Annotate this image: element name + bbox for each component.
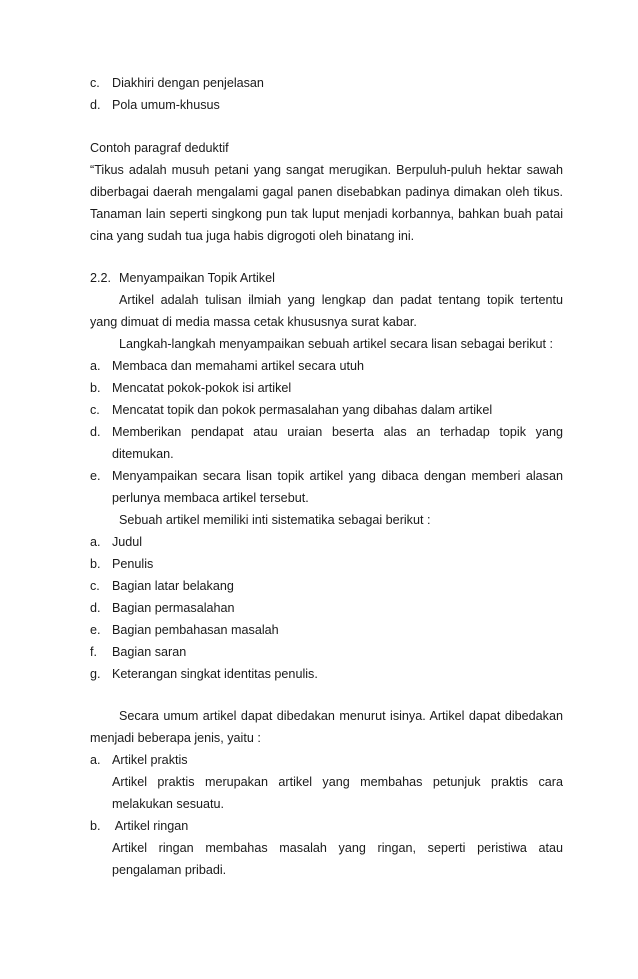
list-item-continuation: ditemukan. [112,447,174,461]
section-title: Menyampaikan Topik Artikel [119,271,275,285]
list-item: Diakhiri dengan penjelasan [112,76,264,90]
list-marker: d. [90,425,101,439]
list-item: Bagian latar belakang [112,579,234,593]
type-title: Artikel ringan [112,819,189,833]
example-line: Tanaman lain seperti singkong pun tak luput menjadi korbannya, bahkan buah patai [90,207,563,221]
list-marker: c. [90,579,100,593]
list-marker: d. [90,98,101,112]
example-line: cina yang sudah tua juga habis digrogoti oleh binatang ini. [90,229,415,243]
intro-line: Artikel adalah tulisan ilmiah yang lengkap dan padat tentang topik tertentu [119,293,563,307]
list-item: Bagian saran [112,645,187,659]
type-description: pengalaman pribadi. [112,863,227,877]
example-line: “Tikus adalah musuh petani yang sangat merugikan. Berpuluh-puluh hektar sawah [90,163,563,177]
systematics-intro: Sebuah artikel memiliki inti sistematika sebagai berikut : [119,513,431,527]
list-item: Keterangan singkat identitas penulis. [112,667,318,681]
list-item: Menyampaikan secara lisan topik artikel yang dibaca dengan memberi alasan [112,469,563,483]
section-number: 2.2. [90,271,112,285]
list-item: Mencatat topik dan pokok permasalahan yang dibahas dalam artikel [112,403,493,417]
list-item: Penulis [112,557,154,571]
list-item: Judul [112,535,143,549]
steps-intro: Langkah-langkah menyampaikan sebuah artikel secara lisan sebagai berikut : [119,337,554,351]
list-item: Bagian pembahasan masalah [112,623,279,637]
list-item: Pola umum-khusus [112,98,220,112]
example-line: diberbagai daerah mengalami gagal panen disebabkan padinya dimakan oleh tikus. [90,185,563,199]
intro-line: yang dimuat di media massa cetak khususnya surat kabar. [90,315,417,329]
list-marker: f. [90,645,97,659]
list-marker: c. [90,76,100,90]
list-item: Bagian permasalahan [112,601,235,615]
type-description: Artikel praktis merupakan artikel yang membahas petunjuk praktis cara [112,775,563,789]
list-marker: d. [90,601,101,615]
list-marker: a. [90,535,101,549]
list-marker: e. [90,469,101,483]
list-marker: c. [90,403,100,417]
list-marker: e. [90,623,101,637]
example-heading: Contoh paragraf deduktif [90,141,229,155]
list-marker: b. [90,557,101,571]
type-description: melakukan sesuatu. [112,797,225,811]
list-marker: a. [90,753,101,767]
list-marker: a. [90,359,101,373]
types-intro-line: menjadi beberapa jenis, yaitu : [90,731,261,745]
list-marker: b. [90,381,101,395]
type-description: Artikel ringan membahas masalah yang ringan, seperti peristiwa atau [112,841,563,855]
list-marker: b. [90,819,101,833]
list-item-continuation: perlunya membaca artikel tersebut. [112,491,309,505]
type-title: Artikel praktis [112,753,188,767]
types-intro-line: Secara umum artikel dapat dibedakan menurut isinya. Artikel dapat dibedakan [119,709,563,723]
list-item: Membaca dan memahami artikel secara utuh [112,359,364,373]
list-item: Memberikan pendapat atau uraian beserta alas an terhadap topik yang [112,425,563,439]
list-item: Mencatat pokok-pokok isi artikel [112,381,292,395]
list-marker: g. [90,667,101,681]
